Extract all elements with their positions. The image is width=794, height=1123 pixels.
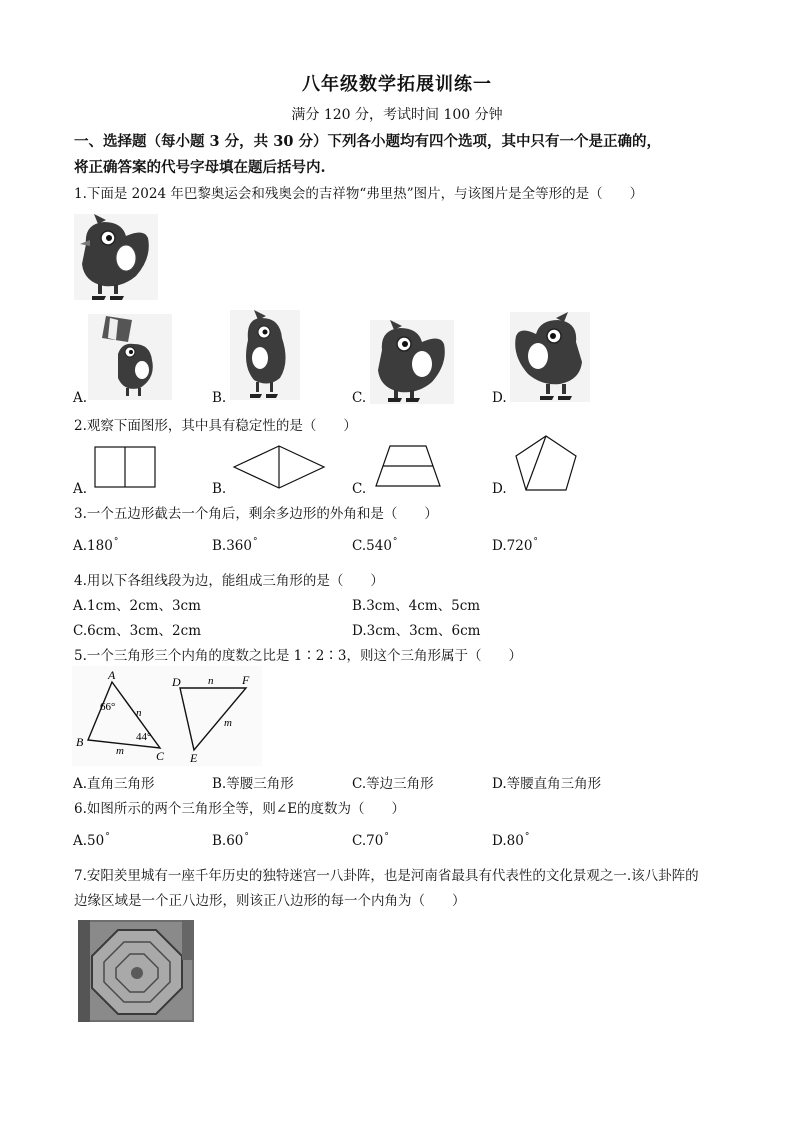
q3-option-b: B.360°: [212, 537, 258, 554]
q6-option-d: D.80°: [492, 832, 530, 849]
angle-a-label: 66°: [100, 701, 116, 713]
q2-option-c-trapezoid-figure: [374, 444, 442, 488]
page-title: 八年级数学拓展训练一: [302, 74, 492, 95]
q2-option-a-label: A.: [73, 481, 88, 497]
side-m-label-1: m: [116, 745, 124, 757]
q3-option-c: C.540°: [352, 537, 398, 554]
question-5-text: 5.一个三角形三个内角的度数之比是 1∶2∶3，则这个三角形属于（ ）: [74, 648, 522, 664]
q1-option-c-label: C.: [352, 390, 367, 406]
vertex-a-label: A: [108, 668, 116, 682]
section-heading-line2: 将正确答案的代号字母填在题后括号内.: [74, 159, 326, 176]
q4-option-b: B.3cm、4cm、5cm: [352, 598, 481, 614]
q2-option-a-rectangle-figure: [94, 446, 156, 488]
vertex-f-label: F: [242, 673, 250, 687]
q5-option-c: C.等边三角形: [352, 776, 434, 792]
q6-option-b: B.60°: [212, 832, 249, 849]
mascot-reference-image: [74, 214, 158, 300]
side-n-label-1: n: [136, 707, 142, 719]
q2-option-d-pentagon-figure: [514, 434, 578, 492]
angle-c-label: 44°: [136, 731, 152, 743]
q1-option-d-label: D.: [492, 390, 507, 406]
q1-option-d-image: [510, 312, 590, 402]
q5-option-b: B.等腰三角形: [212, 776, 294, 792]
q3-option-a: A.180°: [73, 537, 119, 554]
bagua-maze-photo: [78, 920, 194, 1022]
q1-option-a-label: A.: [73, 390, 88, 406]
q5-option-d: D.等腰直角三角形: [492, 776, 602, 792]
q6-option-c: C.70°: [352, 832, 389, 849]
side-n-label-2: n: [208, 675, 214, 687]
vertex-d-label: D: [172, 675, 181, 689]
question-7-text-line1: 7.安阳羑里城有一座千年历史的独特迷宫一八卦阵，也是河南省最具有代表性的文化景观之一.该八卦阵的: [74, 868, 699, 884]
question-6-text: 6.如图所示的两个三角形全等，则∠E的度数为（ ）: [74, 801, 406, 817]
congruent-triangles-figure: [72, 666, 262, 766]
side-m-label-2: m: [224, 717, 232, 729]
section-heading-line1: 一、选择题（每小题 3 分，共 30 分）下列各小题均有四个选项，其中只有一个是正确的，: [74, 133, 661, 150]
q1-option-c-image: [370, 320, 454, 404]
q4-option-a: A.1cm、2cm、3cm: [73, 598, 201, 614]
q6-option-a: A.50°: [73, 832, 110, 849]
q3-option-d: D.720°: [492, 537, 538, 554]
question-1-text: 1.下面是 2024 年巴黎奥运会和残奥会的吉祥物“弗里热”图片，与该图片是全等形的是（ ）: [74, 186, 644, 202]
vertex-e-label: E: [190, 751, 198, 765]
question-7-text-line2: 边缘区域是一个正八边形，则该正八边形的每一个内角为（ ）: [74, 893, 466, 909]
q1-option-a-image: [88, 314, 172, 400]
question-2-text: 2.观察下面图形，其中具有稳定性的是（ ）: [74, 418, 357, 434]
q1-option-b-label: B.: [212, 390, 227, 406]
question-3-text: 3.一个五边形截去一个角后，剩余多边形的外角和是（ ）: [74, 506, 438, 522]
question-4-text: 4.用以下各组线段为边，能组成三角形的是（ ）: [74, 573, 384, 589]
page-subtitle: 满分 120 分，考试时间 100 分钟: [291, 107, 503, 123]
vertex-b-label: B: [76, 735, 84, 749]
q2-option-b-rhombus-figure: [232, 444, 326, 490]
q1-option-b-image: [230, 310, 300, 400]
q2-option-c-label: C.: [352, 481, 367, 497]
q4-option-c: C.6cm、3cm、2cm: [73, 623, 201, 639]
q4-option-d: D.3cm、3cm、6cm: [352, 623, 481, 639]
vertex-c-label: C: [156, 749, 165, 763]
q2-option-b-label: B.: [212, 481, 227, 497]
q2-option-d-label: D.: [492, 481, 507, 497]
q5-option-a: A.直角三角形: [73, 776, 155, 792]
